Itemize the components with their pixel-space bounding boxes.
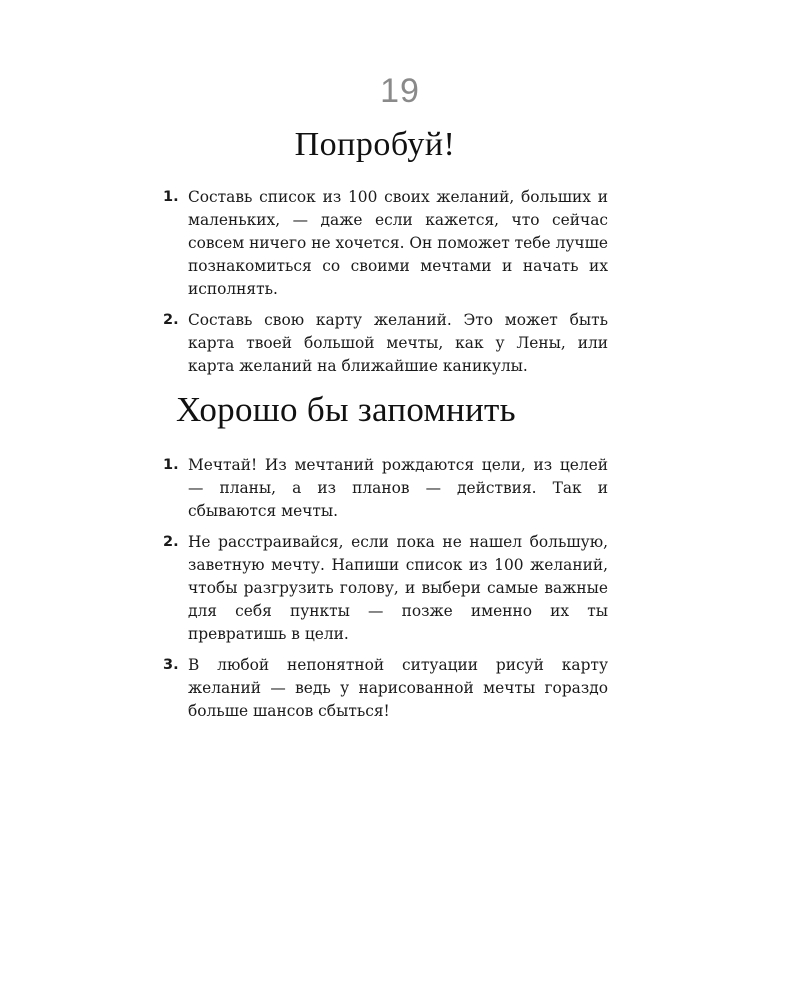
item-text: Мечтай! Из мечтаний рождаются цели, из целей — планы, а из планов — действия. Так и сбываются мечты. [188, 456, 608, 520]
try-heading: Попробуй! [294, 126, 456, 163]
item-number: 3. [163, 657, 179, 673]
list-item [160, 531, 608, 646]
remember-section [160, 390, 608, 731]
page-number: 19 [380, 72, 420, 110]
item-text: Составь свою карту желаний. Это может быть карта твоей большой мечты, как у Лены, или карта желаний на ближайшие каникулы. [188, 311, 608, 375]
item-text: Не расстраивайся, если пока не нашел большую, заветную мечту. Напиши список из 100 желаний, чтобы разгрузить голову, и выбери самые важные для себя пункты — позже именно их ты превратишь в цели. [188, 533, 608, 643]
try-section [160, 126, 608, 386]
list-item [160, 454, 608, 523]
list-item [160, 654, 608, 723]
item-number: 1. [163, 189, 179, 205]
remember-list [160, 454, 608, 723]
list-item [160, 309, 608, 378]
list-item [160, 186, 608, 301]
item-text: Составь список из 100 своих желаний, больших и маленьких, — даже если кажется, что сейчас совсем ничего не хочется. Он поможет тебе лучше познакомиться со своими мечтами и начать их исполнять. [188, 188, 608, 298]
try-list [160, 186, 608, 378]
item-number: 2. [163, 312, 179, 328]
item-number: 2. [163, 534, 179, 550]
item-text: В любой непонятной ситуации рисуй карту желаний — ведь у нарисованной мечты гораздо больше шансов сбыться! [188, 656, 608, 720]
item-number: 1. [163, 457, 179, 473]
remember-heading: Хорошо бы запомнить [176, 390, 516, 429]
